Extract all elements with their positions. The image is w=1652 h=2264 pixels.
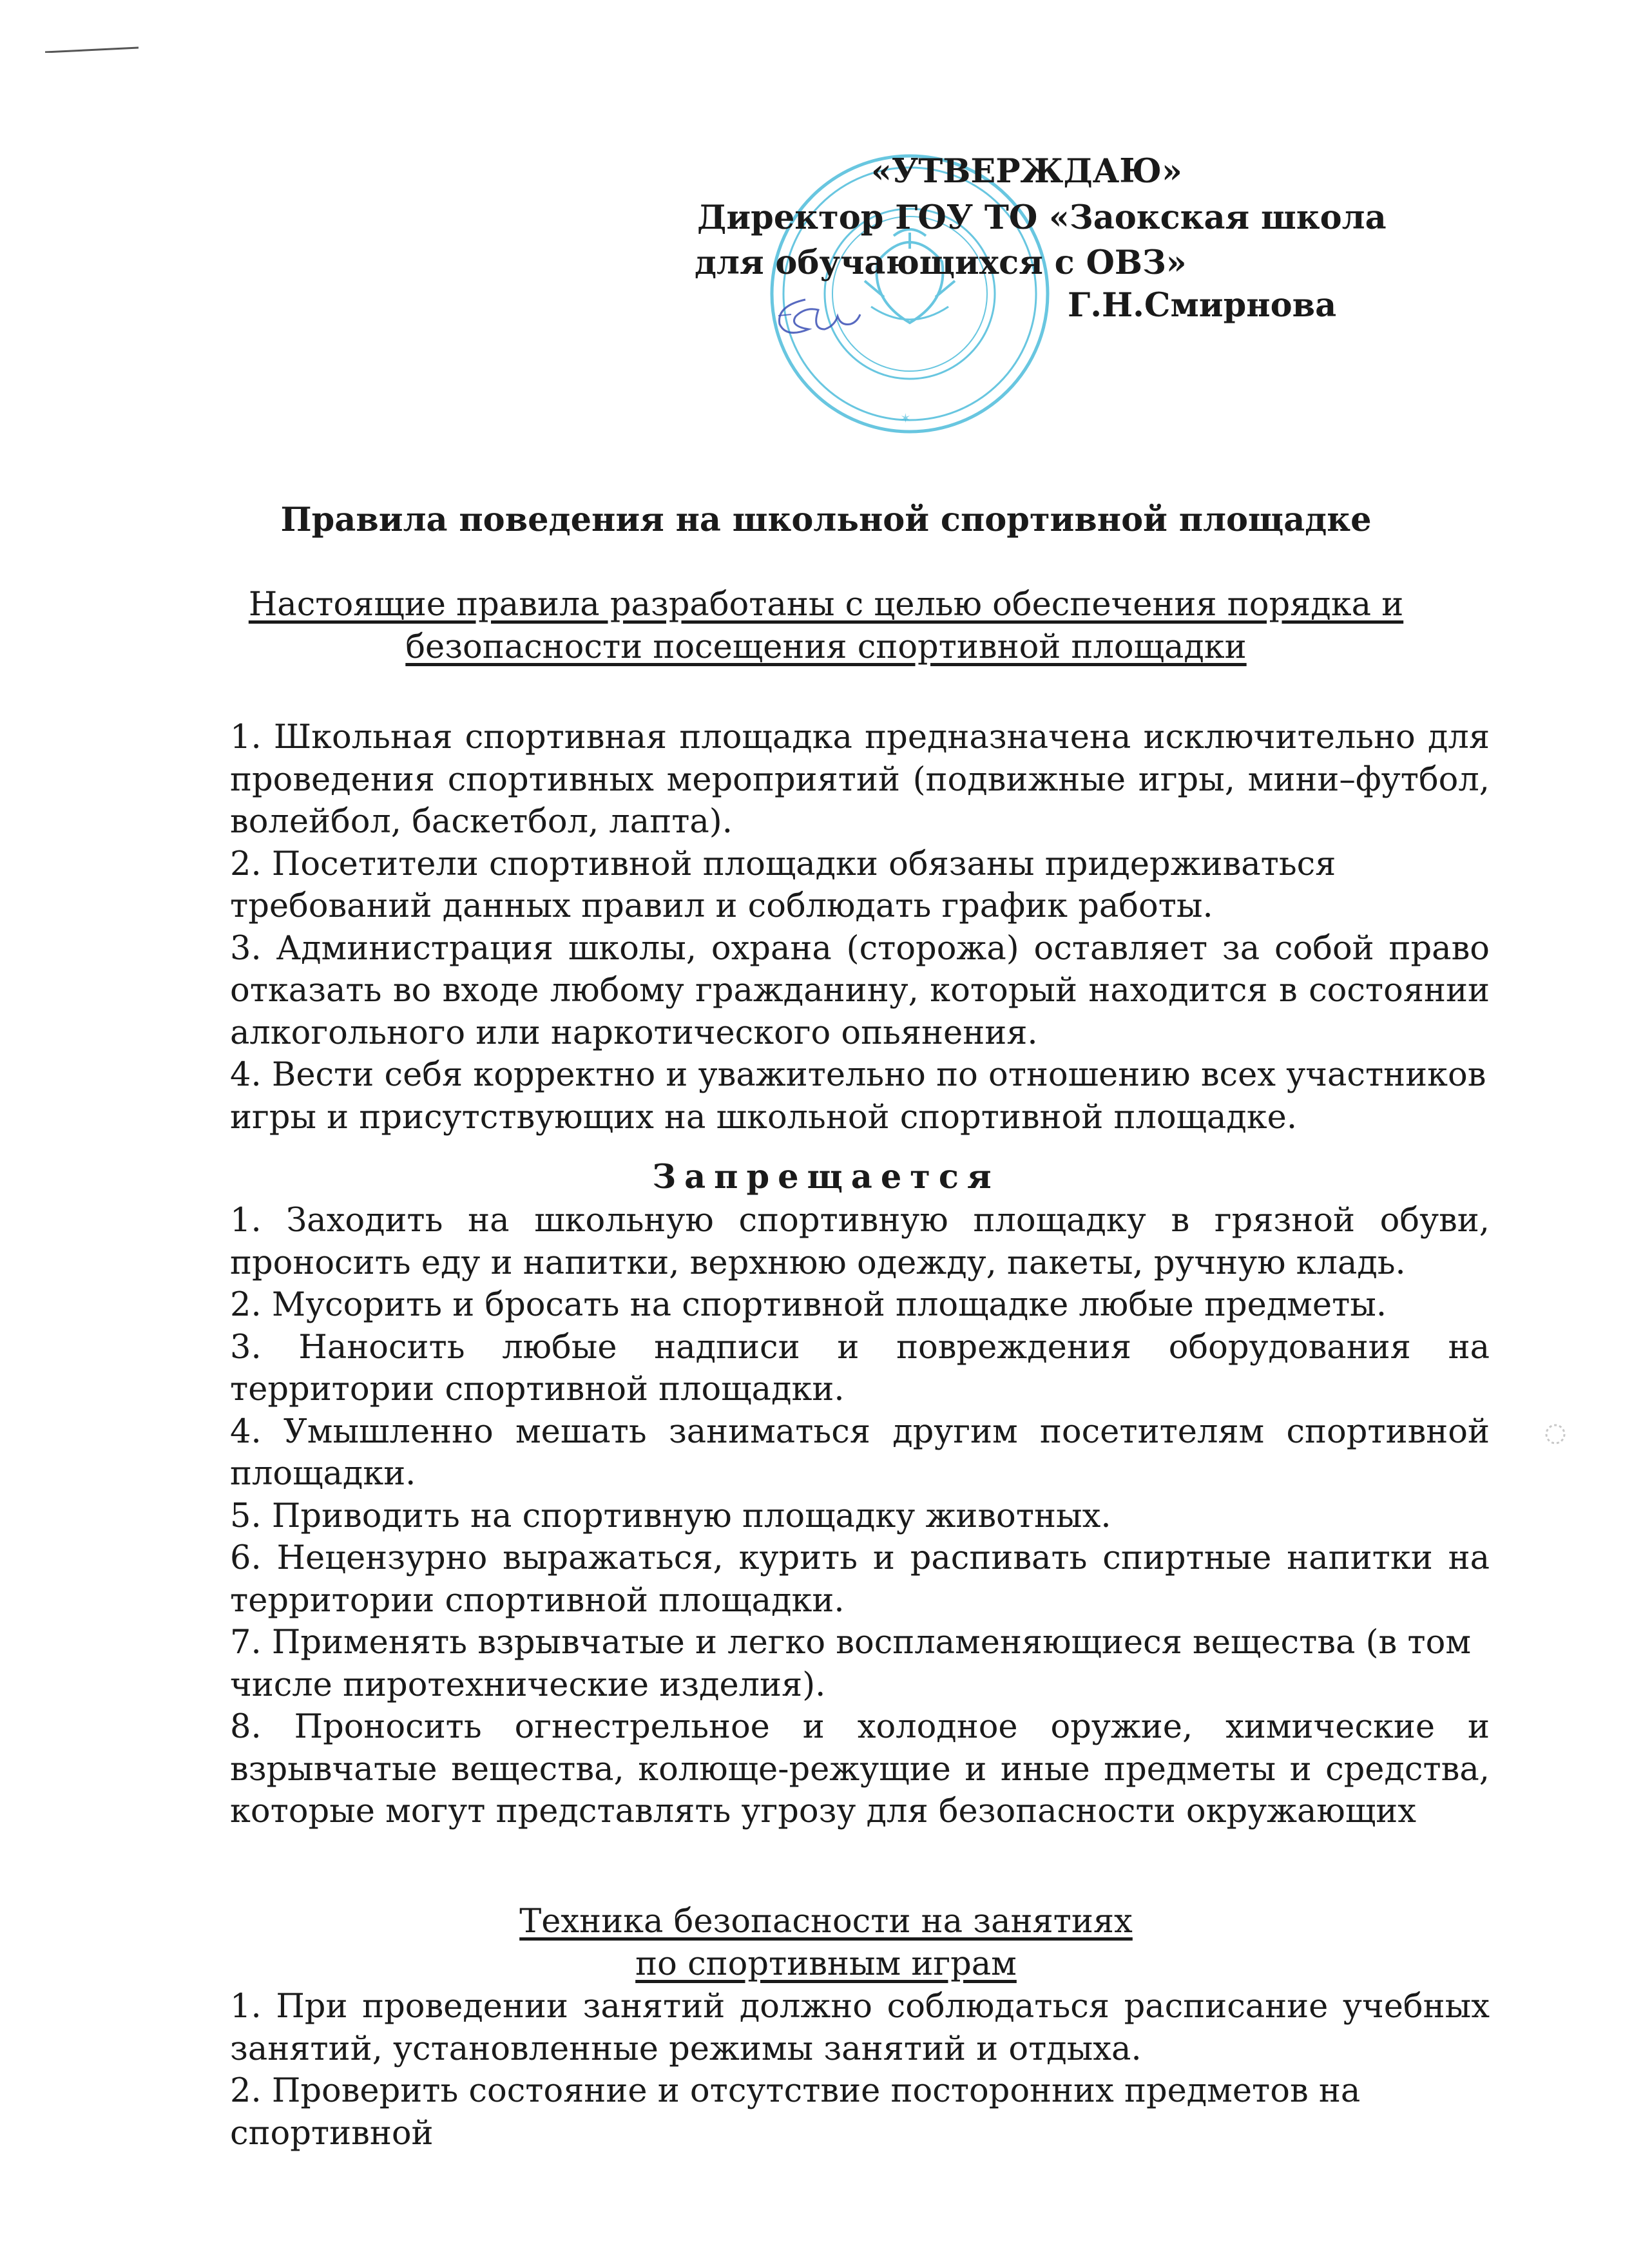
prohibited-item: 3. Наносить любые надписи и повреждения оборудования на территории спортивной площадки. [230,1328,1490,1408]
document-purpose [0,584,1652,669]
approval-school-line: для обучающихся с ОВЗ» [695,244,1187,282]
prohibited-item: 2. Мусорить и бросать на спортивной площадке любые предметы. [230,1286,1387,1324]
approval-signatory-name: Г.Н.Смирнова [1068,286,1337,325]
prohibited-item: 5. Приводить на спортивную площадку животных. [230,1497,1111,1535]
prohibited-item: 7. Применять взрывчатые и легко воспламеняющиеся вещества (в том числе пиротехнические изделия). [230,1624,1472,1704]
svg-text:✶: ✶ [900,410,911,426]
purpose-line-2: безопасности посещения спортивной площадки [405,628,1247,666]
purpose-line-1: Настоящие правила разработаны с целью обеспечения порядка и [248,586,1404,624]
approval-heading: «УТВЕРЖДАЮ» [871,152,1182,191]
scan-speck [1542,1421,1569,1448]
rule-item: 3. Администрация школы, охрана (сторожа) оставляет за собой право отказать во входе любому гражданину, который находится в состоянии алкогольного или наркотического опьянения. [230,929,1490,1052]
prohibited-item: 6. Нецензурно выражаться, курить и распивать спиртные напитки на территории спортивной площадки. [230,1539,1490,1620]
page-title: Правила поведения на школьной спортивной площадке [280,501,1372,539]
rule-item: 1. Школьная спортивная площадка предназначена исключительно для проведения спортивных мероприятий (подвижные игры, мини–футбол, волейбол, баскетбол, лапта). [230,718,1490,841]
prohibited-item: 8. Проносить огнестрельное и холодное оружие, химические и взрывчатые вещества, колюще-режущие и иные предметы и средства, которые могут представлять угрозу для безопасности окружающих [230,1708,1490,1830]
rule-item: 2. Посетители спортивной площадки обязаны придерживаться требований данных правил и соблюдать график работы. [230,845,1336,925]
prohibited-list [230,1200,1490,1833]
prohibited-item: 1. Заходить на школьную спортивную площадку в грязной обуви, проносить еду и напитки, верхнюю одежду, пакеты, ручную кладь. [230,1202,1490,1282]
general-rules-list [230,716,1490,1138]
approval-director-line: Директор ГОУ ТО «Заокская школа [697,198,1387,237]
prohibited-heading: Запрещается [652,1158,1000,1196]
safety-heading-line-1: Техника безопасности на занятиях [519,1903,1133,1941]
safety-list [230,1986,1490,2154]
safety-item: 1. При проведении занятий должно соблюдаться расписание учебных занятий, установленные режимы занятий и отдыха. [230,1988,1490,2068]
approval-block [0,0,1652,361]
safety-heading-line-2: по спортивным играм [635,1945,1017,1983]
safety-item: 2. Проверить состояние и отсутствие посторонних предметов на спортивной [230,2072,1361,2153]
prohibited-item: 4. Умышленно мешать заниматься другим посетителям спортивной площадки. [230,1412,1490,1493]
safety-heading [0,1901,1652,1986]
rule-item: 4. Вести себя корректно и уважительно по отношению всех участников игры и присутствующих на школьной спортивной площадке. [230,1056,1486,1137]
